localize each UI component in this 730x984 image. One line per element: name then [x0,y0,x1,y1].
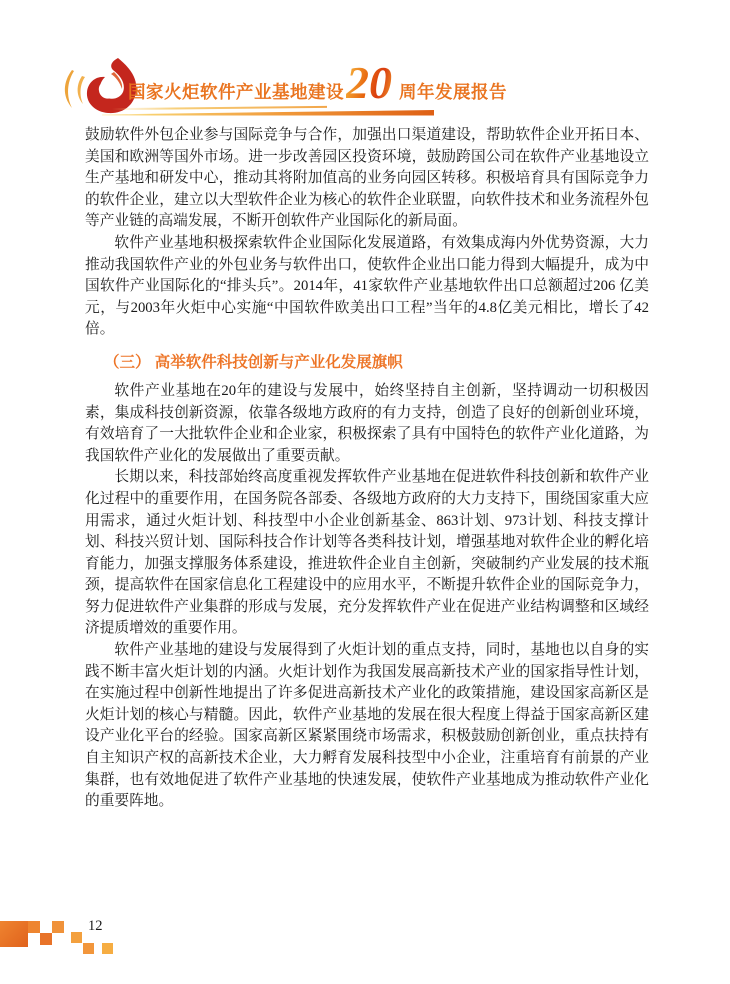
body-paragraph-3: 软件产业基地在20年的建设与发展中，始终坚持自主创新，坚持调动一切积极因素，集成科技创新资源，依靠各级地方政府的有力支持，创造了良好的创新创业环境，有效培育了一大批软件企业和企业家，积极探索了具有中国特色的软件产业化道路，为我国软件产业化的发展做出了重要贡献。 [85,382,649,464]
decoration-square [40,933,52,945]
report-title-anniversary-number: 20 [346,57,392,108]
report-title [128,57,507,108]
body-paragraph-2: 软件产业基地积极探索软件企业国际化发展道路，有效集成海内外优势资源，大力推动我国软件产业的外包业务与软件出口，使软件企业出口能力得到大幅提升，成为中国软件产业国际化的“排头兵”。2014年，41家软件产业基地软件出口总额超过206 亿美元，与2003年火炬中心实施“中国软件欧美出口工程”当年的4.8亿美元相比，增长了42倍。 [85,234,649,338]
decoration-square-large [0,921,28,947]
body-paragraph-4: 长期以来，科技部始终高度重视发挥软件产业基地在促进软件科技创新和软件产业化过程中的重要作用，在国务院各部委、各级地方政府的大力支持下，围绕国家重大应用需求，通过火炬计划、科技型中小企业创新基金、863计划、973计划、科技支撑计划、科技兴贸计划、国际科技合作计划等各类科技计划，增强基地对软件企业的孵化培育能力，加强支撑服务体系建设，推进软件企业自主创新，突破制约产业发展的技术瓶颈，提高软件在国家信息化工程建设中的应用水平，不断提升软件企业的国际竞争力，努力促进软件产业集群的形成与发展，充分发挥软件产业在促进产业结构调整和区域经济提质增效的重要作用。 [85,469,649,637]
body-paragraph-5: 软件产业基地的建设与发展得到了火炬计划的重点支持，同时，基地也以自身的实践不断丰富火炬计划的内涵。火炬计划作为我国发展高新技术产业的国家指导性计划，在实施过程中创新性地提出了许多促进高新技术产业化的政策措施，建设国家高新区是火炬计划的核心与精髓。因此，软件产业基地的发展在很大程度上得益于国家高新区建设产业化平台的经验。国家高新区紧紧围绕市场需求，积极鼓励创新创业，重点扶持有自主知识产权的高新技术企业，大力孵育发展科技型中小企业，注重培育有前景的产业集群，也有效地促进了软件产业基地的快速发展，使软件产业基地成为推动软件产业化的重要阵地。 [85,642,649,810]
body-paragraph-1: 鼓励软件外包企业参与国际竞争与合作，加强出口渠道建设，帮助软件企业开拓日本、美国和欧洲等国外市场。进一步改善园区投资环境，鼓励跨国公司在软件产业基地设立生产基地和研发中心，推动其将附加值高的业务向园区转移。积极培育具有国际竞争力的软件企业，建立以大型软件企业为核心的软件企业联盟，向软件技术和业务流程外包等产业链的高端发展，不断开创软件产业国际化的新局面。 [85,127,649,230]
page-number: 12 [88,918,103,934]
decoration-square [102,943,113,954]
report-title-suffix: 周年发展报告 [399,82,507,102]
decoration-square [28,921,40,933]
decoration-square [71,932,82,943]
section-heading-3: （三） 高举软件科技创新与产业化发展旗帜 [104,353,403,371]
decoration-square [83,943,94,954]
report-title-prefix: 国家火炬软件产业基地建设 [128,82,344,102]
decoration-square [52,921,64,933]
document-body [85,125,649,813]
